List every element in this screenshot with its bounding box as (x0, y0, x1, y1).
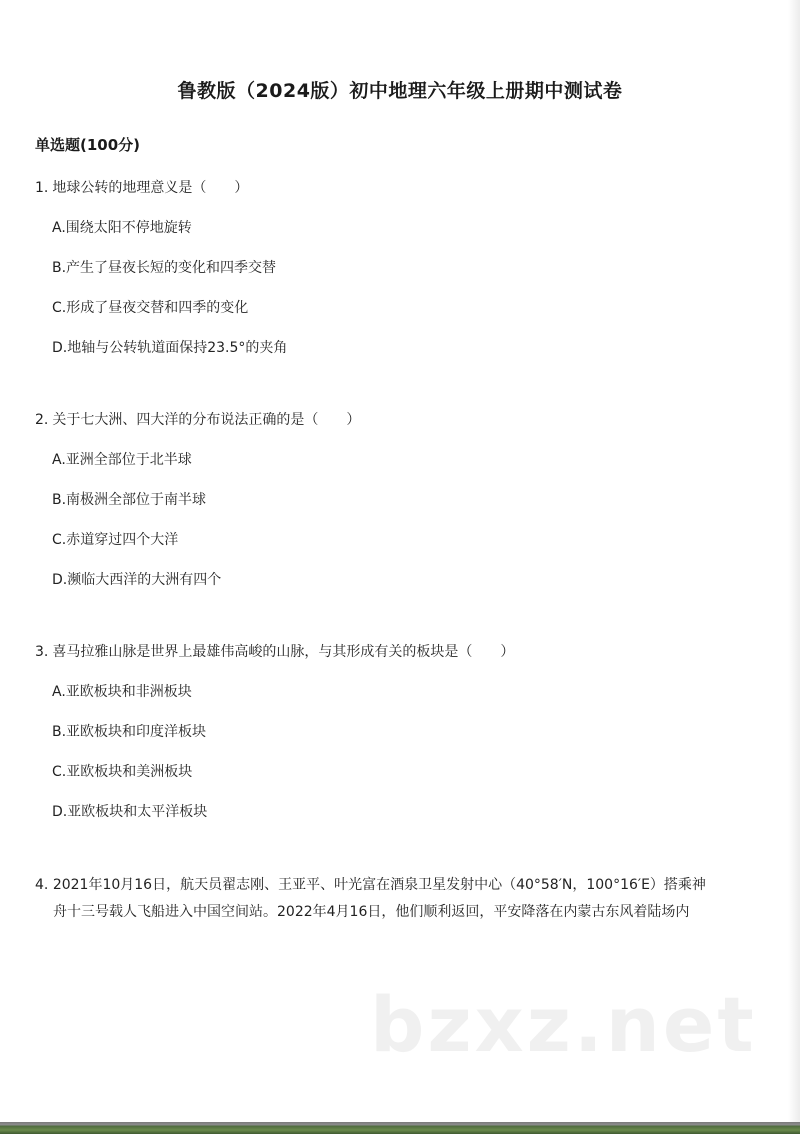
question-1 (35, 177, 248, 197)
question-1-option-a: A.围绕太阳不停地旋转 (52, 220, 192, 236)
question-1-option-d: D.地轴与公转轨道面保持23.5°的夹角 (52, 340, 288, 356)
question-2 (35, 409, 360, 429)
watermark: bzxz.net (370, 980, 757, 1069)
question-number: 2. (35, 412, 49, 428)
question-3 (35, 641, 514, 661)
question-3-option-d: D.亚欧板块和太平洋板块 (52, 804, 208, 820)
question-2-option-c: C.赤道穿过四个大洋 (52, 532, 179, 548)
question-text: 关于七大洲、四大洋的分布说法正确的是（ ） (52, 412, 361, 428)
question-4-line-1 (35, 872, 775, 899)
question-1-option-c: C.形成了昼夜交替和四季的变化 (52, 300, 249, 316)
question-1-option-b: B.产生了昼夜长短的变化和四季交替 (52, 260, 277, 276)
question-2-option-d: D.濒临大西洋的大洲有四个 (52, 572, 222, 588)
question-number: 1. (35, 180, 49, 196)
question-2-option-a: A.亚洲全部位于北半球 (52, 452, 192, 468)
section-heading: 单选题(100分) (35, 136, 141, 154)
question-3-option-b: B.亚欧板块和印度洋板块 (52, 724, 207, 740)
document-title: 鲁教版（2024版）初中地理六年级上册期中测试卷 (177, 80, 623, 102)
bottom-border-strip (0, 1122, 800, 1134)
question-number: 3. (35, 644, 49, 660)
question-3-option-c: C.亚欧板块和美洲板块 (52, 764, 193, 780)
question-2-option-b: B.南极洲全部位于南半球 (52, 492, 207, 508)
page-edge-shadow (788, 0, 800, 1122)
question-text: 2021年10月16日，航天员翟志刚、王亚平、叶光富在酒泉卫星发射中心（40°58′N，100°16′E）搭乘神 (52, 877, 706, 893)
question-3-option-a: A.亚欧板块和非洲板块 (52, 684, 192, 700)
question-text: 地球公转的地理意义是（ ） (52, 180, 249, 196)
question-4-line-2: 舟十三号载人飞船进入中国空间站。2022年4月16日，他们顺利返回，平安降落在内蒙古东风着陆场内 (53, 904, 690, 920)
question-4 (35, 872, 775, 926)
question-text: 喜马拉雅山脉是世界上最雄伟高峻的山脉，与其形成有关的板块是（ ） (52, 644, 515, 660)
question-number: 4. (35, 877, 49, 893)
